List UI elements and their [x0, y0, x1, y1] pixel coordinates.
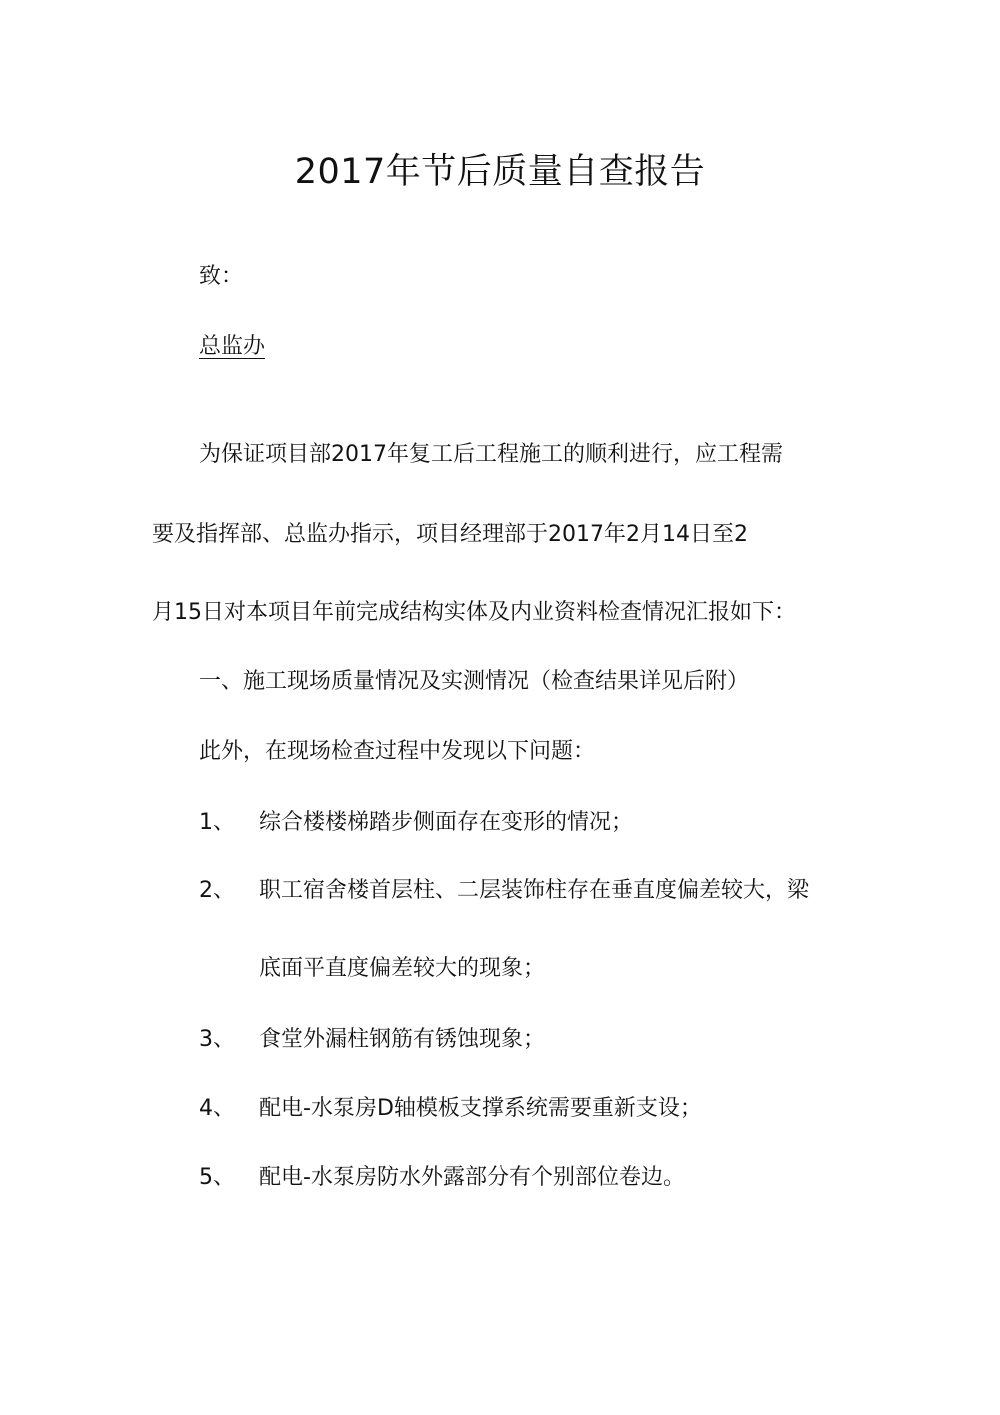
paragraph-line-1: 为保证项目部2017年复工后工程施工的顺利进行，应工程需 [199, 442, 783, 467]
recipient: 总监办 [199, 334, 266, 359]
document-title: 2017年节后质量自查报告 [294, 152, 706, 192]
section-heading: 一、施工现场质量情况及实测情况（检查结果详见后附） [199, 669, 750, 694]
list-item-text: 食堂外漏柱钢筋有锈蚀现象； [259, 1027, 546, 1052]
list-item-text-continued: 底面平直度偏差较大的现象； [259, 956, 546, 981]
list-item-text: 职工宿舍楼首层柱、二层装饰柱存在垂直度偏差较大，梁 [259, 878, 810, 903]
paragraph-line-2: 要及指挥部、总监办指示，项目经理部于2017年2月14日至2 [152, 522, 748, 547]
list-item-number: 3、 [199, 1027, 235, 1052]
issues-intro: 此外，在现场检查过程中发现以下问题： [199, 739, 596, 764]
list-item-number: 2、 [199, 878, 235, 903]
list-item-number: 5、 [199, 1165, 235, 1190]
paragraph-line-3: 月15日对本项目年前完成结构实体及内业资料检查情况汇报如下： [152, 600, 796, 625]
list-item-number: 1、 [199, 810, 235, 835]
list-item-text: 配电-水泵房防水外露部分有个别部位卷边。 [259, 1165, 685, 1190]
list-item-text: 配电-水泵房D轴模板支撑系统需要重新支设； [259, 1096, 702, 1121]
list-item-text: 综合楼楼梯踏步侧面存在变形的情况； [259, 810, 634, 835]
list-item-number: 4、 [199, 1096, 235, 1121]
salutation: 致： [199, 264, 244, 289]
